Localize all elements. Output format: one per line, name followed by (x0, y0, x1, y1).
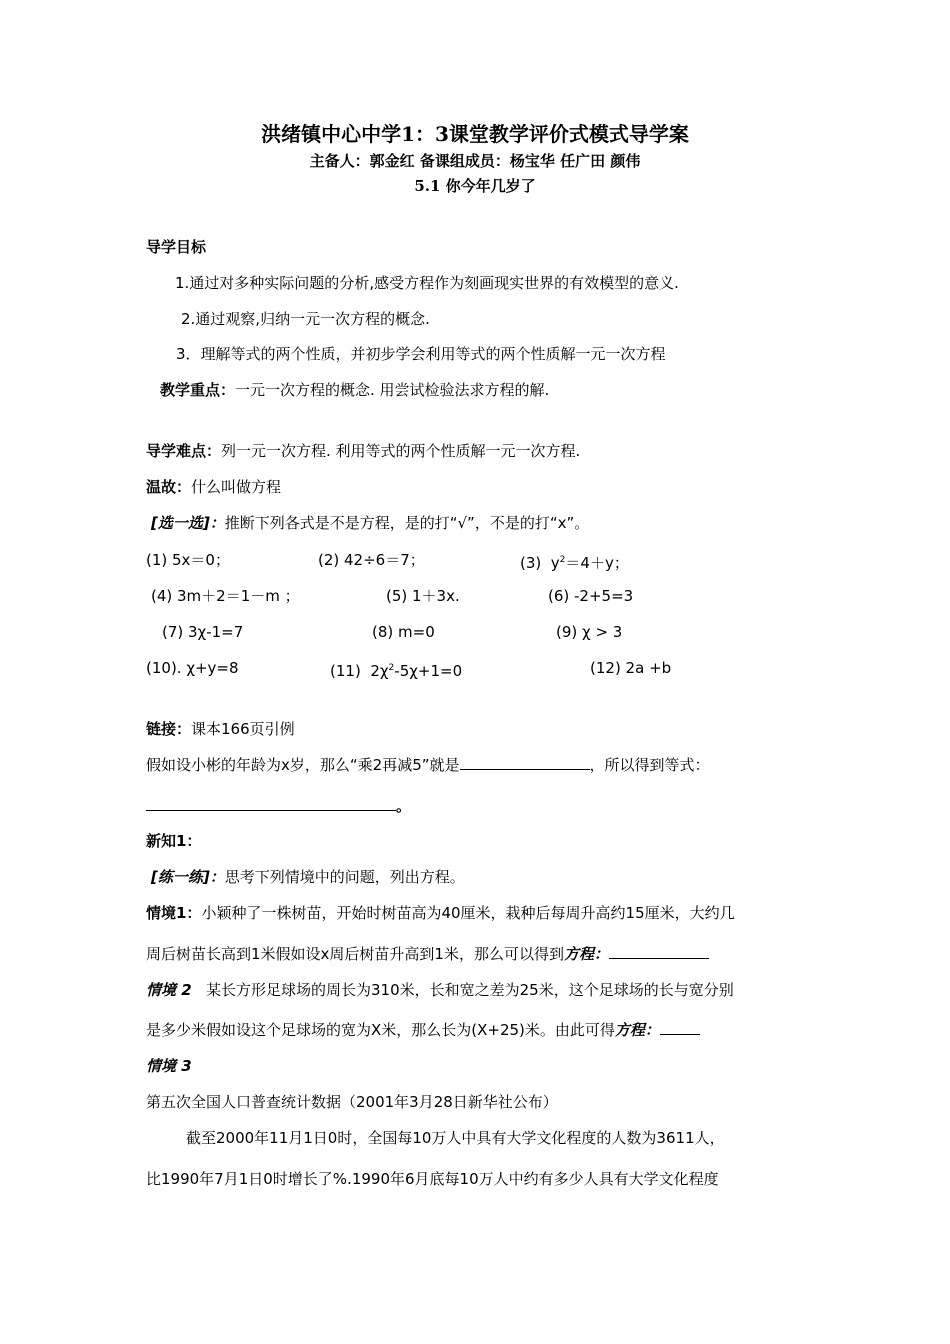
equation-label-2: 方程： (614, 1021, 660, 1039)
exercise-item-4: (4) 3m＋2＝1－m ； (151, 587, 300, 605)
new-knowledge-heading: 新知1： (146, 832, 202, 850)
review (146, 477, 281, 497)
exercise-item-12: (12) 2a +b (590, 659, 672, 677)
scenario-2-label: 情境 2 (146, 981, 192, 999)
link-end-mark: 。 (396, 797, 412, 815)
scenario-2-line-2 (146, 1020, 700, 1040)
difficulty-text: 列一元一次方程. 利用等式的两个性质解一元一次方程. (221, 442, 581, 460)
exercise-item-10: (10). χ+y=8 (146, 659, 239, 677)
link-equation-line (146, 796, 411, 816)
scenario-3-line-1: 第五次全国人口普查统计数据（2001年3月28日新华社公布） (146, 1093, 558, 1111)
goal-item-1: 1.通过对多种实际问题的分析,感受方程作为刻画现实世界的有效模型的意义. (175, 274, 679, 292)
exercise-item-8: (8) m=0 (372, 623, 435, 641)
exercise-label: [选一选]： (151, 514, 225, 532)
exercise-item-7: (7) 3χ-1=7 (162, 623, 244, 641)
exercise-item-2: (2) 42÷6＝7； (318, 551, 425, 569)
exercise-item-3: (3) $y^2=4+y$； (520, 554, 629, 572)
exercise-item-6: (6) -2+5=3 (548, 587, 634, 605)
exercise-text: 推断下列各式是不是方程，是的打“√”，不是的打“x”。 (224, 514, 590, 532)
equation-label-1: 方程： (563, 945, 609, 963)
answer-blank-4[interactable] (660, 1020, 700, 1035)
scenario-2-text-2: 是多少米假如设这个足球场的宽为X米，那么长为(X+25)米。由此可得 (146, 1021, 615, 1039)
goal-item-3: 3．理解等式的两个性质，并初步学会利用等式的两个性质解一元一次方程 (176, 345, 666, 363)
practice-text: 思考下列情境中的问题，列出方程。 (224, 868, 465, 886)
exercise-item-1: (1) 5x＝0； (146, 551, 230, 569)
practice-intro (151, 867, 465, 887)
doc-title: 洪绪镇中心中学1：3课堂教学评价式模式导学案 (261, 122, 689, 146)
key-points (160, 380, 549, 400)
exercise-item-9: (9) χ > 3 (556, 623, 623, 641)
scenario-1-label: 情境1： (146, 904, 202, 922)
goal-item-2: 2.通过观察,归纳一元一次方程的概念. (181, 310, 430, 328)
difficulty-label: 导学难点： (146, 442, 222, 460)
key-points-text: 一元一次方程的概念. 用尝试检验法求方程的解. (235, 381, 550, 399)
scenario-3-line-3: 比1990年7月1日0时增长了%.1990年6月底每10万人中约有多少人具有大学文化程度 (146, 1170, 719, 1188)
scenario-3-label: 情境 3 (146, 1057, 192, 1075)
link-question-start: 假如设小彬的年龄为x岁，那么“乘2再减5”就是 (146, 756, 460, 774)
link-text: 课本166页引例 (191, 720, 295, 738)
link-question-end: ，所以得到等式： (589, 756, 710, 774)
review-text: 什么叫做方程 (191, 478, 282, 496)
exercise-item-5: (5) 1＋3x. (386, 587, 460, 605)
answer-blank-2[interactable] (146, 796, 396, 811)
lesson-title: 5.1 你今年几岁了 (414, 177, 536, 195)
goals-heading: 导学目标 (146, 238, 207, 256)
exercise-item-11: (11) $2\chi^2-5\chi+1=0$ (330, 662, 463, 680)
practice-label: [练一练]： (151, 868, 225, 886)
scenario-2-text: 某长方形足球场的周长为310米，长和宽之差为25米，这个足球场的长与宽分别 (205, 981, 734, 999)
link-label: 链接： (146, 720, 192, 738)
link-question (146, 755, 710, 775)
scenario-1-line-2 (146, 944, 709, 964)
difficulty (146, 441, 580, 461)
answer-blank-3[interactable] (609, 944, 709, 959)
scenario-1-line-1 (146, 903, 735, 923)
link (146, 719, 295, 739)
exercise-intro (151, 513, 589, 533)
key-points-label: 教学重点： (160, 381, 236, 399)
scenario-2-line-1 (146, 980, 734, 1000)
scenario-1-text: 小颖种了一株树苗，开始时树苗高为40厘米，栽种后每周升高约15厘米，大约几 (201, 904, 735, 922)
scenario-1-text-2: 周后树苗长高到1米假如设x周后树苗升高到1米，那么可以得到 (146, 945, 564, 963)
answer-blank-1[interactable] (460, 755, 590, 770)
scenario-3-line-2: 截至2000年11月1日0时，全国每10万人中具有大学文化程度的人数为3611人， (186, 1129, 725, 1147)
review-label: 温故： (146, 478, 192, 496)
doc-authors: 主备人：郭金红 备课组成员：杨宝华 任广田 颜伟 (309, 152, 641, 170)
